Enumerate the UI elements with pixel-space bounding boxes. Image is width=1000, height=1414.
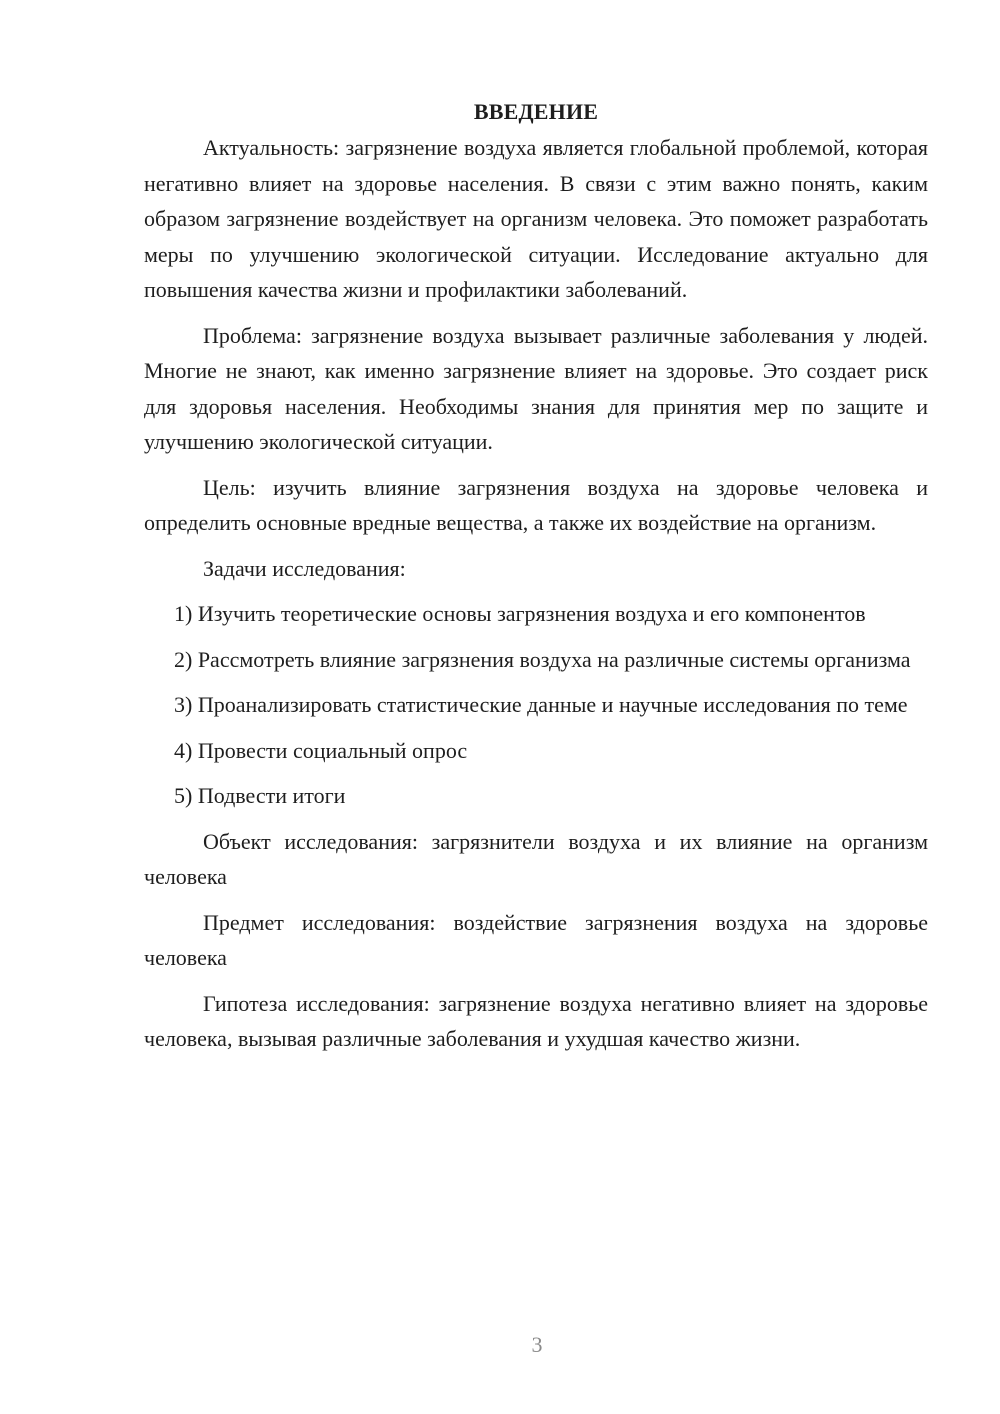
task-item-1: 1) Изучить теоретические основы загрязнения воздуха и его компонентов — [174, 601, 866, 626]
paragraph-subject: Предмет исследования: воздействие загрязнения воздуха на здоровье человека — [144, 909, 928, 970]
paragraph-goal: Цель: изучить влияние загрязнения воздуха на здоровье человека и определить основные вредные вещества, а также их воздействие на организм. — [144, 474, 928, 535]
document-title: ВВЕДЕНИЕ — [473, 99, 599, 124]
paragraph-problem: Проблема: загрязнение воздуха вызывает различные заболевания у людей. Многие не знают, как именно загрязнение влияет на здоровье. Это создает риск для здоровья населения. Необходимы знания для принятия мер по защите и улучшению экологической ситуации. — [144, 322, 928, 454]
task-item-3: 3) Проанализировать статистические данные и научные исследования по теме — [174, 692, 908, 717]
task-item-2: 2) Рассмотреть влияние загрязнения воздуха на различные системы организма — [174, 646, 911, 672]
paragraph-hypothesis: Гипотеза исследования: загрязнение воздуха негативно влияет на здоровье человека, вызывая различные заболевания и ухудшая качество жизни. — [144, 990, 928, 1051]
page-content — [144, 94, 928, 1057]
paragraph-object: Объект исследования: загрязнители воздуха и их влияние на организм человека — [144, 828, 928, 889]
tasks-heading: Задачи исследования: — [203, 555, 406, 581]
task-item-5: 5) Подвести итоги — [174, 783, 346, 808]
paragraph-relevance: Актуальность: загрязнение воздуха является глобальной проблемой, которая негативно влияет на здоровье населения. В связи с этим важно понять, каким образом загрязнение воздействует на организм человека. Это поможет разработать меры по улучшению экологической ситуации. Исследование актуально для повышения качества жизни и профилактики заболеваний. — [144, 135, 928, 302]
page-number: 3 — [531, 1332, 543, 1357]
task-item-4: 4) Провести социальный опрос — [174, 737, 468, 763]
